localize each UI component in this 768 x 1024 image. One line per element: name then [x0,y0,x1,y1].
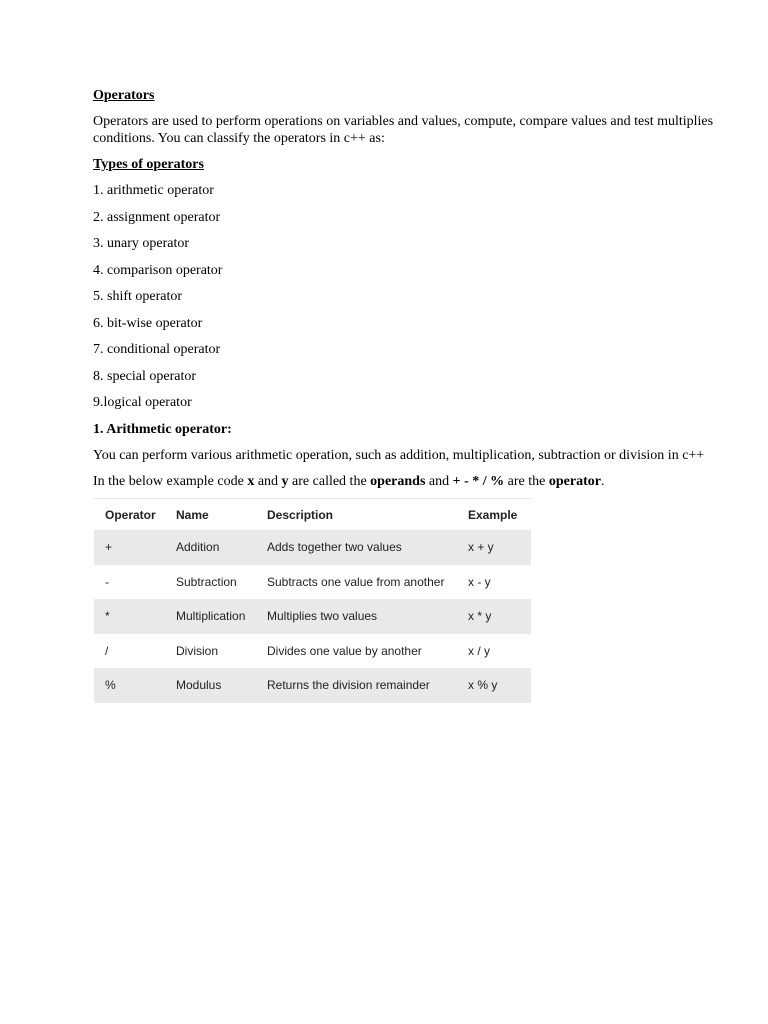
cell-description: Subtracts one value from another [256,565,457,600]
types-heading: Types of operators [93,157,204,172]
column-header-example: Example [457,499,531,531]
table-row [94,565,531,600]
cell-example: x * y [457,599,531,634]
cell-description: Returns the division remainder [256,668,457,703]
table-row [94,668,531,703]
arithmetic-description: You can perform various arithmetic operation, such as addition, multiplication, subtraction or division in c++ [93,447,705,463]
page-title: Operators [93,88,155,103]
cell-name: Multiplication [165,599,256,634]
document-body [93,87,733,499]
list-item: 6. bit-wise operator [93,315,203,331]
var-y: y [281,473,289,489]
cell-example: x - y [457,565,531,600]
list-item: 1. arithmetic operator [93,183,214,198]
cell-operator: - [94,565,165,600]
cell-name: Addition [165,530,256,565]
list-item: 8. special operator [93,368,197,384]
list-item: 9.logical operator [93,395,192,410]
cell-operator: + [94,530,165,565]
example-text: are the [504,473,549,489]
var-x: x [247,473,255,489]
cell-operator: % [94,668,165,703]
column-header-description: Description [256,499,457,531]
table-row [94,634,531,669]
example-text: are called the [288,473,371,489]
list-item: 7. conditional operator [93,342,221,357]
table-row [94,530,531,565]
cell-description: Multiplies two values [256,599,457,634]
cell-example: x + y [457,530,531,565]
operands-term: operands [370,473,426,489]
cell-description: Adds together two values [256,530,457,565]
column-header-operator: Operator [94,499,165,531]
list-item: 3. unary operator [93,236,190,251]
table-row [94,599,531,634]
operator-term: operator [548,473,601,489]
cell-name: Modulus [165,668,256,703]
cell-name: Division [165,634,256,669]
example-line [93,473,733,490]
operator-symbols: + - * / % [452,473,505,489]
intro-paragraph: Operators are used to perform operations on variables and values, compute, compare values and test multiplies conditions. You can classify the operators in c++ as: [93,114,714,146]
example-text: and [254,473,282,489]
example-text: In the below example code [93,473,248,489]
cell-description: Divides one value by another [256,634,457,669]
arithmetic-heading: 1. Arithmetic operator: [93,421,232,437]
cell-example: x / y [457,634,531,669]
list-item: 4. comparison operator [93,262,223,278]
cell-example: x % y [457,668,531,703]
example-text: . [600,473,605,489]
list-item: 2. assignment operator [93,209,221,225]
cell-operator: / [94,634,165,669]
operators-table [94,498,531,703]
example-text: and [425,473,453,489]
list-item: 5. shift operator [93,289,183,304]
column-header-name: Name [165,499,256,531]
cell-name: Subtraction [165,565,256,600]
operator-types-list [93,182,733,411]
table-header-row [94,499,531,531]
cell-operator: * [94,599,165,634]
